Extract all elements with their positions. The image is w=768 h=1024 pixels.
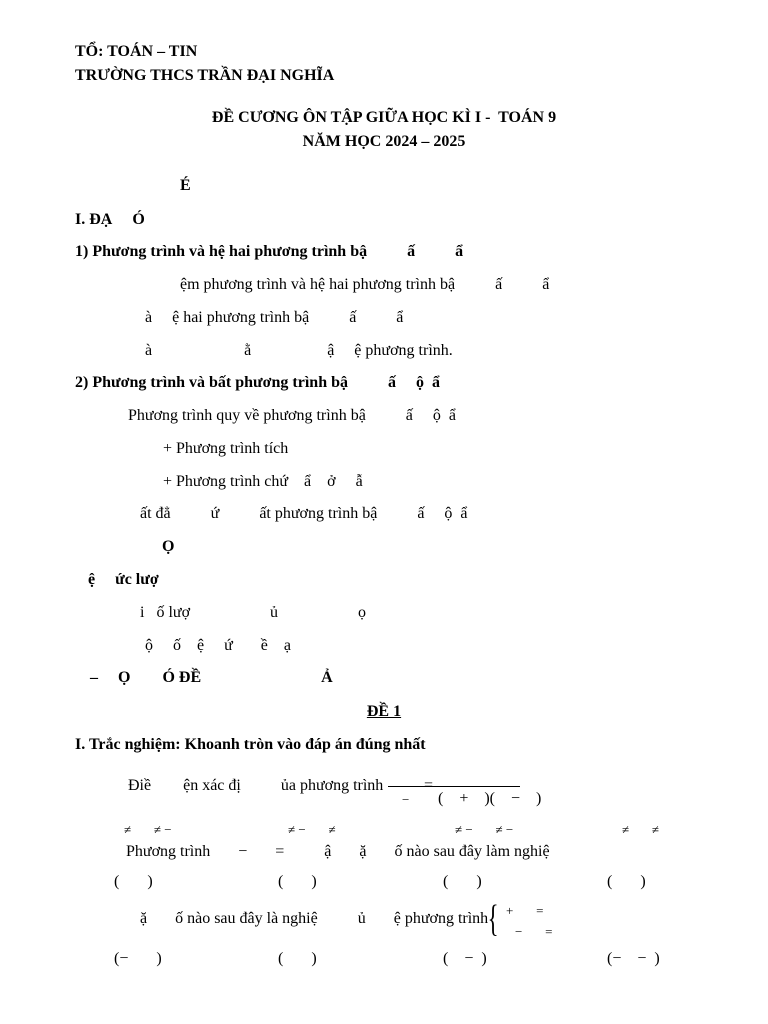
exam-title: ĐỀ 1 <box>366 703 402 720</box>
q3-option-b[interactable]: ( ) <box>278 950 317 967</box>
q2-option-d[interactable]: ( ) <box>607 873 646 890</box>
q1-option-a[interactable]: ≠ ≠ − <box>124 822 172 837</box>
q3-option-c[interactable]: ( − ) <box>443 950 487 967</box>
topic-2-subitem-1: + Phương trình tích <box>163 440 289 457</box>
topic-3-item-1: i ố lượ ủ ọ <box>140 604 367 621</box>
topic-3-heading: ệ ức lượ <box>88 571 159 588</box>
topic-2-item-1: Phương trình quy về phương trình bậ ấ ộ ẩ <box>128 407 457 424</box>
q2-option-b[interactable]: ( ) <box>278 873 317 890</box>
question-3-text: ặ ố nào sau đây là nghiệ ủ ệ phương trình <box>140 910 489 927</box>
topic-1-item-1: ệm phương trình và hệ hai phương trình bậ ấ ẩ <box>180 276 550 293</box>
part-heading-geometry: Ọ <box>162 538 175 555</box>
q3-option-d[interactable]: (− − ) <box>607 950 660 967</box>
school-line: TRƯỜNG THCS TRẦN ĐẠI NGHĨA <box>75 67 335 84</box>
outline-heading: É <box>180 177 191 194</box>
topic-1-item-3: à ằ ậ ệ phương trình. <box>145 342 453 359</box>
fraction-right-denominator: ( + )( − ) <box>438 790 542 807</box>
system-equation-2: − = <box>515 924 553 939</box>
topic-2-item-2: ất đẳ ứ ất phương trình bậ ấ ộ ẩ <box>140 505 468 522</box>
department-line: TỔ: TOÁN – TIN <box>75 43 198 60</box>
question-2-text: Phương trình − = ậ ặ ố nào sau đây làm nghiệ <box>126 843 550 860</box>
q1-option-d[interactable]: ≠ ≠ <box>622 822 660 837</box>
doc-title: ĐỀ CƯƠNG ÔN TẬP GIỮA HỌC KÌ I - TOÁN 9 <box>211 109 557 126</box>
topic-1-item-2: à ệ hai phương trình bậ ấ ẩ <box>145 309 404 326</box>
q1-option-c[interactable]: ≠ − ≠ − <box>455 822 514 837</box>
question-1-text: Điề ện xác đị ủa phương trình <box>128 777 384 794</box>
q1-option-b[interactable]: ≠ − ≠ <box>288 822 336 837</box>
fraction-left-denominator: − <box>402 792 410 807</box>
part-heading-sample: – Ọ Ó ĐỀ Ả <box>90 669 333 686</box>
q2-option-c[interactable]: ( ) <box>443 873 482 890</box>
system-brace: { <box>487 898 499 940</box>
topic-2-subitem-2: + Phương trình chứ ẩ ở ẫ <box>163 473 363 490</box>
school-year: NĂM HỌC 2024 – 2025 <box>302 133 466 150</box>
q2-option-a[interactable]: ( ) <box>114 873 153 890</box>
fraction-bar-right <box>436 786 520 787</box>
topic-1-heading: 1) Phương trình và hệ hai phương trình bậ ấ ẩ <box>75 243 464 260</box>
system-equation-1: + = <box>506 903 544 918</box>
q3-option-a[interactable]: (− ) <box>114 950 162 967</box>
part-heading-algebra: I. ĐẠ Ó <box>75 211 145 228</box>
section-heading-multiple-choice: I. Trắc nghiệm: Khoanh tròn vào đáp án đúng nhất <box>75 736 426 753</box>
topic-2-heading: 2) Phương trình và bất phương trình bậ ấ ộ ẩ <box>75 374 440 391</box>
topic-3-item-2: ộ ố ệ ứ ề ạ <box>145 637 291 654</box>
equation-equals: = <box>424 777 434 794</box>
